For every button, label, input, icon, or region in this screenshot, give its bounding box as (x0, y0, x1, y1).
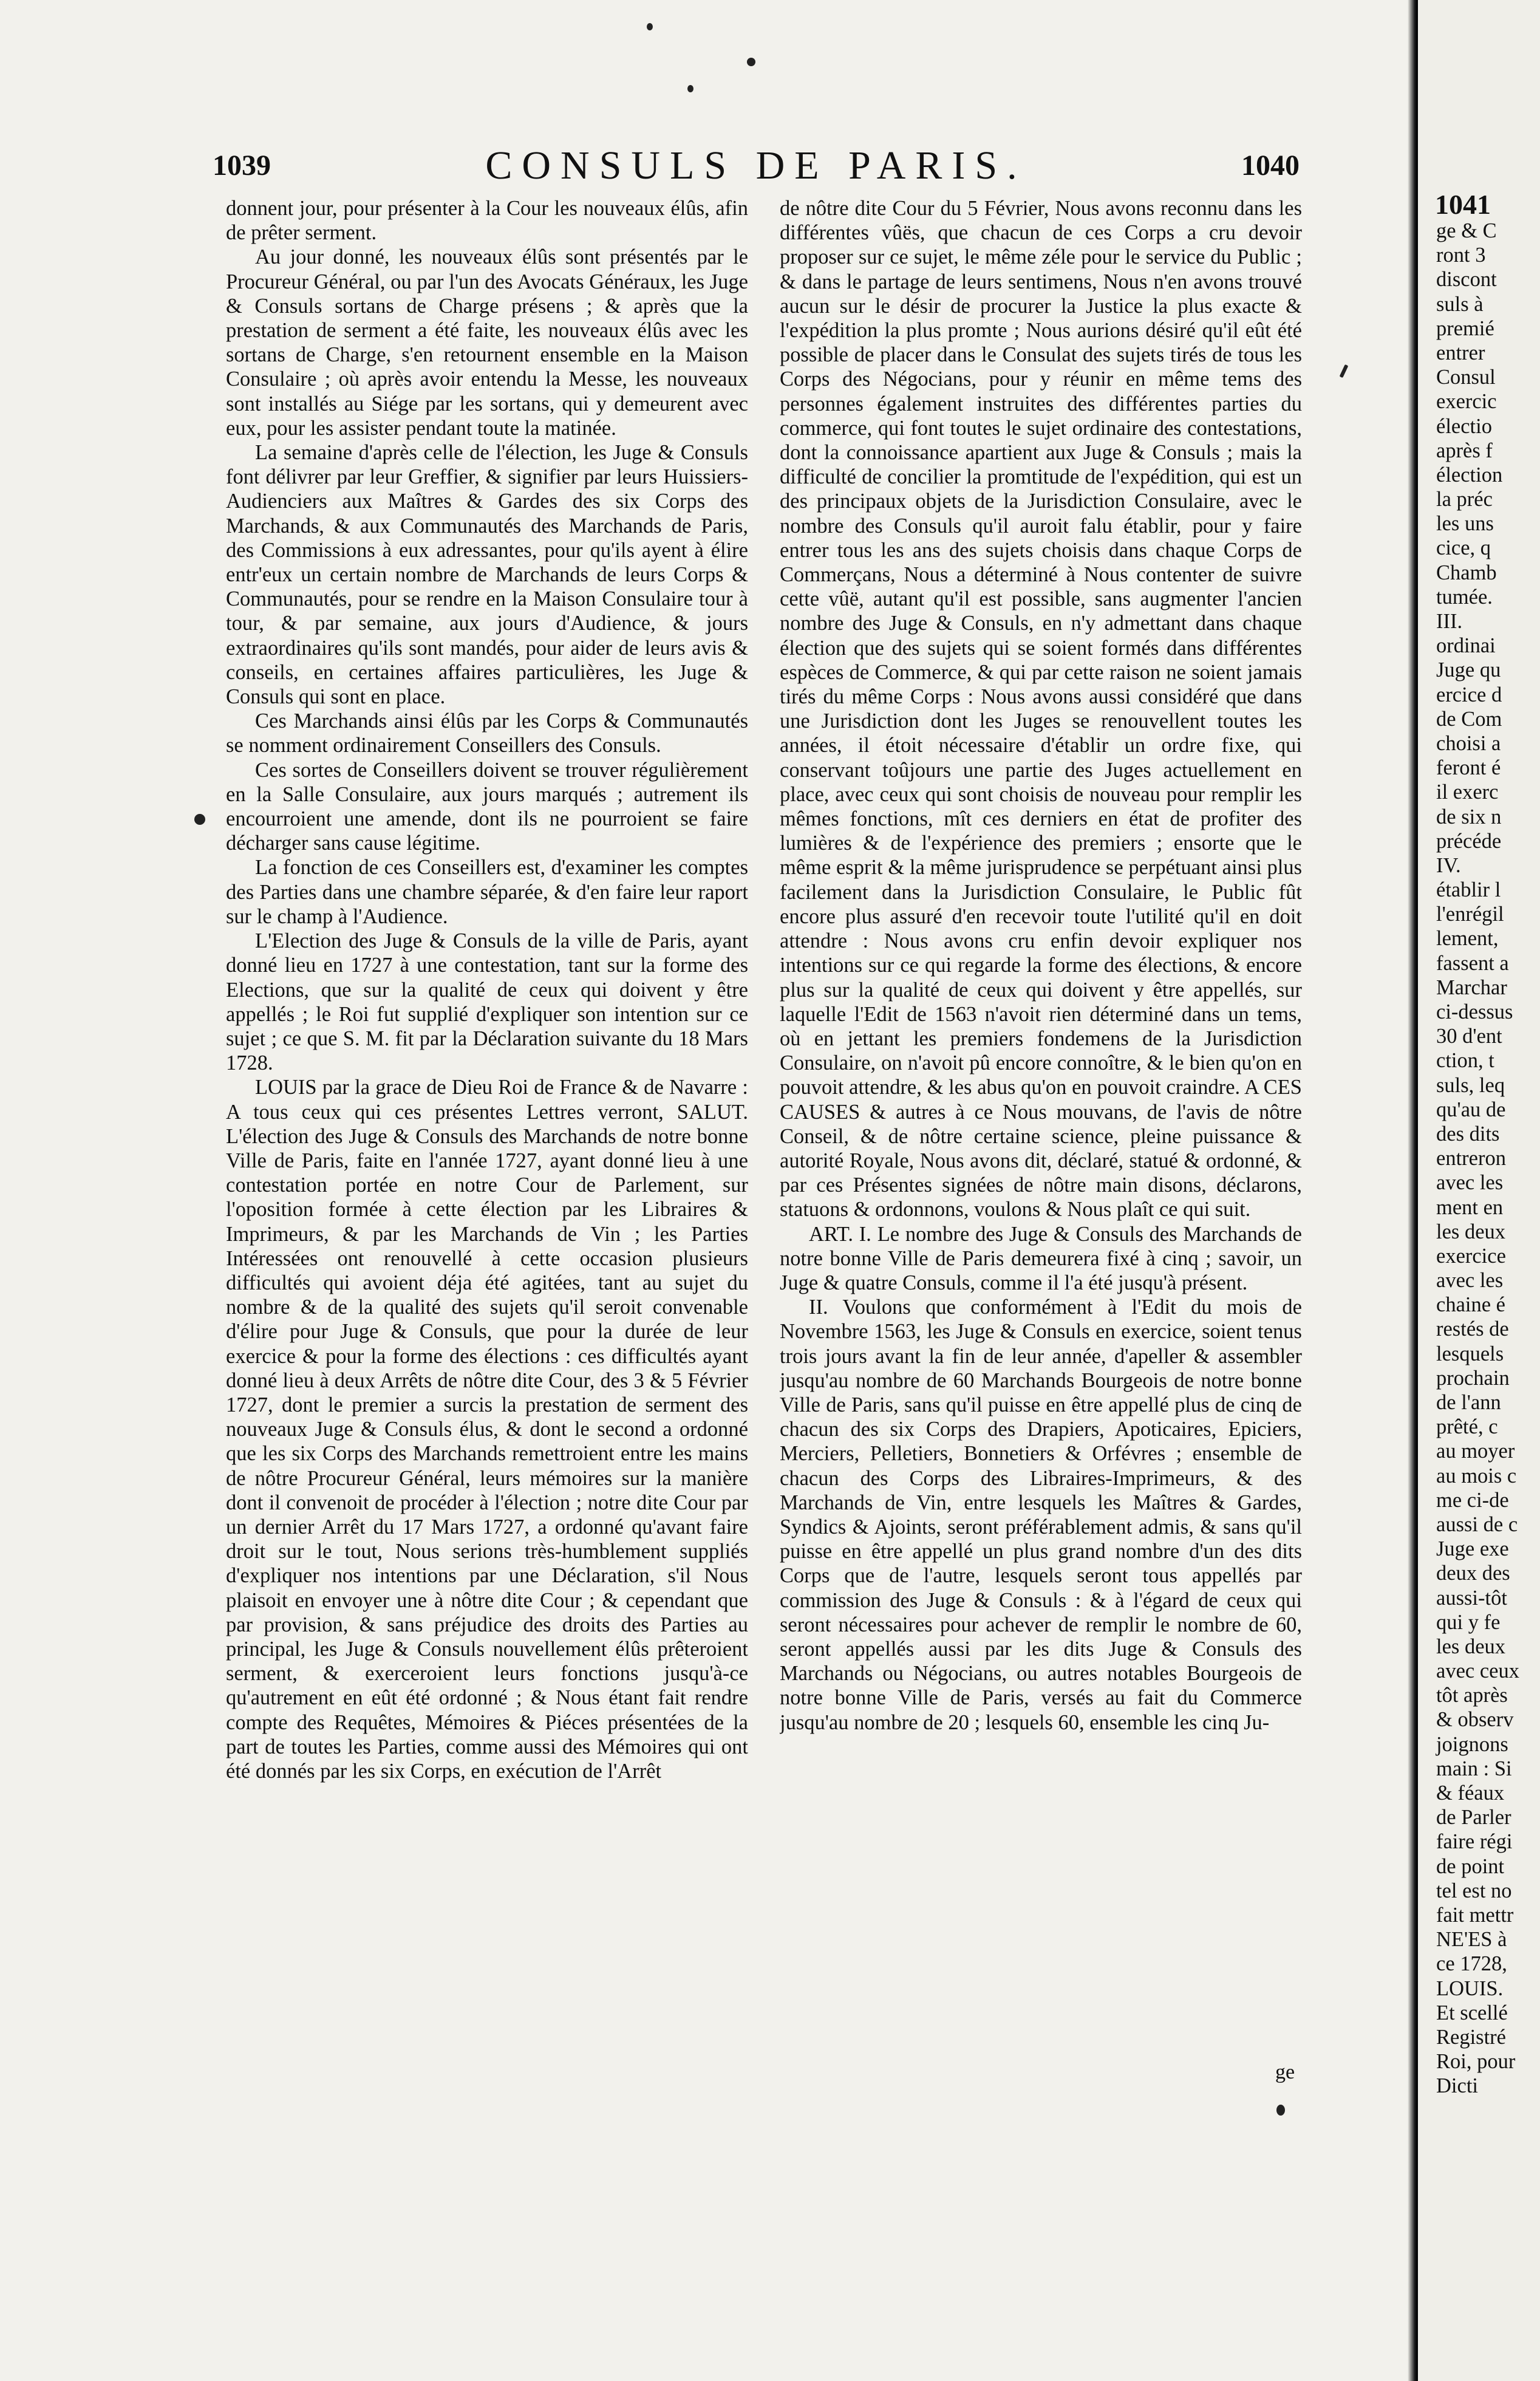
fragment-line: établir l (1436, 878, 1501, 902)
fragment-line: & féaux (1436, 1781, 1505, 1805)
fragment-line: joignons (1436, 1732, 1508, 1756)
paragraph: ART. I. Le nombre des Juge & Consuls des Marchands de notre bonne Ville de Paris demeurera fixé à cinq ; savoir, un Juge & quatre Consuls, comme il l'a été jusqu'à présent. (780, 1222, 1302, 1294)
fragment-line: Chamb (1436, 561, 1497, 584)
paragraph: II. Voulons que conformément à l'Edit du mois de Novembre 1563, les Juge & Consuls en exercice, soient tenus trois jours avant la fin de leur année, d'apeller & assembler jusqu'au nombre de 60 Marchands Bourgeois de notre bonne Ville de Paris, sans qu'il puisse en être appellé plus de cinq de chacun des six Corps des Drapiers, Apoticaires, Epiciers, Merciers, Pelletiers, Bonnetiers & Orfévres ; ensemble de chacun des Corps des Libraires-Imprimeurs, & des Marchands de Vin, entre lesquels les Maîtres & Gardes, Syndics & Ajoints, seront préférablement admis, & sans qu'il puisse en être appellé un plus grand nombre d'un des dits Corps que de l'autre, lesquels seront tous appellés par commission des Juge & Consuls : & à l'égard de ceux qui seront nécessaires pour achever de remplir le nombre de 60, seront appellés aussi par les dits Juge & Consuls des Marchands ou Négocians, ou autres notables Bourgeois de notre bonne Ville de Paris, versés au fait du Commerce jusqu'au nombre de 20 ; lesquels 60, ensemble les cinq Ju- (780, 1296, 1302, 1734)
fragment-line: ront 3 (1436, 244, 1486, 267)
fragment-line: avec les (1436, 1171, 1504, 1195)
fragment-line: la préc (1436, 488, 1493, 511)
fragment-line: exercic (1436, 390, 1497, 414)
paragraph: La fonction de ces Conseillers est, d'examiner les comptes des Parties dans une chambre séparée, & d'en faire leur raport sur le champ à l'Audience. (226, 856, 748, 928)
fragment-line: ge & C (1436, 219, 1497, 242)
fragment-line: au moyer (1436, 1440, 1515, 1463)
adjacent-page-lines (1436, 219, 1519, 2098)
fragment-line: lesquels (1436, 1342, 1504, 1365)
fragment-line: de l'ann (1436, 1391, 1501, 1414)
fragment-line: de Com (1436, 707, 1502, 731)
fragment-line: suls, leq (1436, 1073, 1505, 1097)
fragment-line: fait mettr (1436, 1903, 1514, 1927)
fragment-line: LOUIS. (1436, 1976, 1504, 2000)
fragment-line: des dits (1436, 1122, 1500, 1146)
paragraph: L'Election des Juge & Consuls de la ville de Paris, ayant donné lieu en 1727 à une contestation, tant sur la forme des Elections, que sur la qualité de ceux qui doivent y être appellés ; le Roi fut supplié d'expliquer son intention sur ce sujet ; ce que S. M. fit par la Déclaration suivante du 18 Mars 1728. (226, 929, 748, 1075)
paragraph: donnent jour, pour présenter à la Cour les nouveaux élûs, afin de prêter serment. (226, 197, 748, 245)
fragment-line: discont (1436, 268, 1497, 292)
ink-speck-icon (1340, 364, 1349, 378)
paragraph: LOUIS par la grace de Dieu Roi de France & de Navarre : A tous ceux qui ces présentes Lettres verront, SALUT. L'élection des Juge & Consuls des Marchands de notre bonne Ville de Paris, faite en l'année 1727, ayant donné lieu à une contestation portée en notre Cour de Parlement, sur l'oposition formée à cette élection par les Libraires & Imprimeurs, & par les Marchands de Vin ; les Parties Intéressées ont renouvellé à cette occasion plusieurs difficultés qui avoient déja été agitées, tant au sujet du nombre & de la qualité des sujets qu'il seroit convenable d'élire pour Juge & Consuls, que pour la durée de leur exercice & pour la forme des élections : ces difficultés ayant donné lieu à deux Arrêts de nôtre dite Cour, des 3 & 5 Février 1727, dont le premier a surcis la prestation de serment des nouveaux Juge & Consuls élus, & dont le second a ordonné que les six Corps des Marchands remettroient entre les mains de nôtre Procureur Général, leurs mémoires sur la manière dont il convenoit de procéder à l'élection ; notre dite Cour par un dernier Arrêt du 17 Mars 1727, a ordonné qu'avant faire droit sur le tout, Nous serions très-humblement suppliés d'expliquer nos intentions par une Déclaration, s'il Nous plaisoit en envoyer une à nôtre dite Cour ; & cependant que par provision, & sans préjudice des droits des Parties au principal, les Juge & Consuls nouvellement élûs prêteroient serment, & exerceroient leurs fonctions jusqu'à-ce qu'autrement en eût été ordonné ; & Nous étant fait rendre compte des Requêtes, Mémoires & Piéces présentées de la part de toutes les Parties, comme aussi des Mémoires qui ont été donnés par les six Corps, en exécution de l'Arrêt (226, 1076, 748, 1783)
fragment-line: NE'ES à (1436, 1928, 1507, 1952)
fragment-line: entreron (1436, 1147, 1506, 1170)
right-text-column (780, 196, 1302, 2067)
page-number-right: 1040 (1241, 149, 1300, 182)
ink-speck-icon (647, 23, 653, 30)
fragment-line: exercice (1436, 1244, 1506, 1268)
fragment-line: Juge qu (1436, 658, 1501, 682)
running-title: CONSULS DE PARIS. (485, 143, 1027, 188)
fragment-line: deux des (1436, 1562, 1510, 1585)
fragment-line: Et scellé (1436, 2001, 1508, 2024)
fragment-line: chaine é (1436, 1293, 1505, 1317)
fragment-line: il exerc (1436, 781, 1499, 804)
page-number-left: 1039 (213, 149, 271, 182)
fragment-line: ment en (1436, 1195, 1504, 1219)
fragment-line: ordinai (1436, 634, 1496, 658)
fragment-line: Dicti (1436, 2074, 1478, 2098)
catchword: ge (1275, 2061, 1295, 2083)
fragment-line: qu'au de (1436, 1098, 1506, 1121)
fragment-line: tôt après (1436, 1684, 1508, 1707)
fragment-line: aussi-tôt (1436, 1586, 1507, 1610)
fragment-line: 30 d'ent (1436, 1025, 1502, 1048)
fragment-line: tumée. (1436, 585, 1493, 609)
ink-speck-icon (747, 58, 755, 66)
fragment-line: avec ceux (1436, 1659, 1519, 1683)
adjacent-page-fragment (1418, 0, 1540, 2381)
fragment-line: l'enrégil (1436, 903, 1504, 926)
page-number-next: 1041 (1435, 189, 1491, 220)
fragment-line: élection (1436, 463, 1503, 487)
fragment-line: Marchar (1436, 975, 1507, 999)
fragment-line: les uns (1436, 512, 1494, 536)
fragment-line: Consul (1436, 366, 1496, 389)
paragraph: Ces Marchands ainsi élûs par les Corps & Communautés se nomment ordinairement Conseillers des Consuls. (226, 709, 748, 757)
fragment-line: de Parler (1436, 1806, 1511, 1829)
fragment-line: entrer (1436, 341, 1485, 364)
fragment-line: choisi a (1436, 731, 1501, 755)
fragment-line: après f (1436, 439, 1493, 462)
fragment-line: Juge exe (1436, 1537, 1509, 1561)
fragment-line: IV. (1436, 853, 1461, 877)
fragment-line: aussi de c (1436, 1512, 1518, 1536)
ink-speck-icon (687, 85, 693, 92)
paragraph: Au jour donné, les nouveaux élûs sont présentés par le Procureur Général, ou par l'un des Avocats Généraux, les Juge & Consuls sortans de Charge présens ; & après que la prestation de serment a été faite, les nouveaux élûs avec les sortans de Charge, s'en retournent ensemble en la Maison Consulaire ; où après avoir entendu la Messe, les nouveaux sont installés au Siége par les sortans, qui y demeurent avec eux, pour les assister pendant toute la matinée. (226, 245, 748, 440)
fragment-line: les deux (1436, 1220, 1506, 1243)
fragment-line: suls à (1436, 292, 1484, 316)
fragment-line: au mois c (1436, 1464, 1517, 1488)
fragment-line: feront é (1436, 756, 1501, 780)
ink-speck-icon (194, 814, 205, 825)
paragraph: Ces sortes de Conseillers doivent se trouver régulièrement en la Salle Consulaire, aux jours marqués ; autrement ils encourroient une amende, dont ils ne pourroient se faire décharger sans cause légitime. (226, 758, 748, 855)
fragment-line: avec les (1436, 1269, 1504, 1293)
fragment-line: Roi, pour (1436, 2050, 1516, 2074)
fragment-line: Registré (1436, 2025, 1506, 2049)
fragment-line: fassent a (1436, 951, 1509, 975)
fragment-line: cice, q (1436, 536, 1491, 560)
fragment-line: prêté, c (1436, 1415, 1498, 1439)
fragment-line: tel est no (1436, 1879, 1512, 1902)
fragment-line: les deux (1436, 1635, 1506, 1658)
fragment-line: restés de (1436, 1317, 1509, 1341)
fragment-line: de point (1436, 1854, 1505, 1878)
page-header (213, 143, 1300, 197)
paragraph: La semaine d'après celle de l'élection, les Juge & Consuls font délivrer par leur Greffier, & signifier par leurs Huissiers-Audienciers aux Maîtres & Gardes des six Corps des Marchands, & aux Communautés des Marchands de Paris, des Commissions à eux adressantes, pour qu'ils ayent à élire entr'eux un certain nombre de Marchands de leurs Corps & Communautés, pour se rendre en la Maison Consulaire tour à tour, & par semaine, aux jours d'Audience, & jours extraordinaires qu'ils sont mandés, pour aider de leurs avis & conseils, en certaines affaires particulières, les Juge & Consuls qui sont en place. (226, 441, 748, 709)
fragment-line: précéde (1436, 829, 1502, 853)
fragment-line: ci-dessus (1436, 1000, 1513, 1023)
fragment-line: qui y fe (1436, 1610, 1501, 1634)
fragment-line: faire régi (1436, 1830, 1513, 1854)
fragment-line: & observ (1436, 1708, 1514, 1732)
paragraph: de nôtre dite Cour du 5 Février, Nous avons reconnu dans les différentes vûës, que chacun de ces Corps a cru devoir proposer sur ce sujet, le même zéle pour le service du Public ; & dans le partage de leurs sentimens, Nous n'en avons trouvé aucun sur le désir de procurer la Justice la plus exacte & l'expédition la plus promte ; Nous aurions désiré qu'il eût été possible de placer dans le Consulat des sujets tirés de tous les Corps des Négocians, pour y réunir en même tems des personnes également instruites des différentes parties du commerce, qui font toutes le sujet ordinaire des contestations, dont la connoissance apartient aux Juge & Consuls ; mais la difficulté de concilier la promtitude de l'expédition, qui est un des principaux objets de la Jurisdiction Consulaire, avec le nombre des Consuls qu'il auroit falu établir, pour y faire entrer tous les ans des sujets choisis dans chaque Corps de Commerçans, Nous a déterminé à Nous contenter de suivre cette vûë, autant qu'il est possible, sans augmenter l'ancien nombre des Juge & Consuls, en n'y admettant dans chaque élection que des sujets qui se soient formés dans différentes espèces de Commerce, & qui par cette raison ne soient jamais tirés du même Corps : Nous avons aussi considéré que dans une Jurisdiction dont les Juges se renouvellent toutes les années, il étoit nécessaire d'établir un ordre fixe, qui conservant toûjours une partie des Juges actuellement en place, avec ceux qui sont choisis de nouveau pour remplir les mêmes fonctions, mît ces derniers en état de profiter des lumières & de l'expérience des premiers ; ensorte que le même esprit & la même jurisprudence se perpétuant ainsi plus facilement dans la Jurisdiction Consulaire, le Public fût encore plus assuré d'en recevoir toute l'utilité qu'il en doit attendre : Nous avons cru enfin devoir expliquer nos intentions sur ce qui regarde la forme des élections, & encore plus sur la qualité de ceux qui doivent y être appellés, sur laquelle l'Edit de 1563 n'avoit rien déterminé dans un tems, où en jettant les premiers fondemens de la Jurisdiction Consulaire, on n'avoit pû encore connoître, & le bien qu'on en pouvoit attendre, & les abus qu'on en pouvoit craindre. A CES CAUSES & autres à ce Nous mouvans, de l'avis de nôtre Conseil, & de nôtre certaine science, pleine puissance & autorité Royale, Nous avons dit, déclaré, statué & ordonné, & par ces Présentes signées de nôtre main disons, déclarons, statuons & ordonnons, voulons & Nous plaît ce qui suit. (780, 197, 1302, 1221)
fragment-line: de six n (1436, 805, 1502, 828)
ink-speck-icon (1276, 2105, 1285, 2116)
fragment-line: lement, (1436, 927, 1499, 951)
fragment-line: ercice d (1436, 683, 1502, 706)
left-text-column (226, 196, 748, 2067)
fragment-line: ction, t (1436, 1049, 1494, 1073)
fragment-line: III. (1436, 610, 1463, 633)
fragment-line: me ci-de (1436, 1488, 1509, 1512)
fragment-line: prochain (1436, 1366, 1510, 1390)
fragment-line: main : Si (1436, 1757, 1512, 1780)
fragment-line: premié (1436, 316, 1494, 340)
fragment-line: ce 1728, (1436, 1952, 1507, 1976)
fragment-line: électio (1436, 414, 1492, 438)
